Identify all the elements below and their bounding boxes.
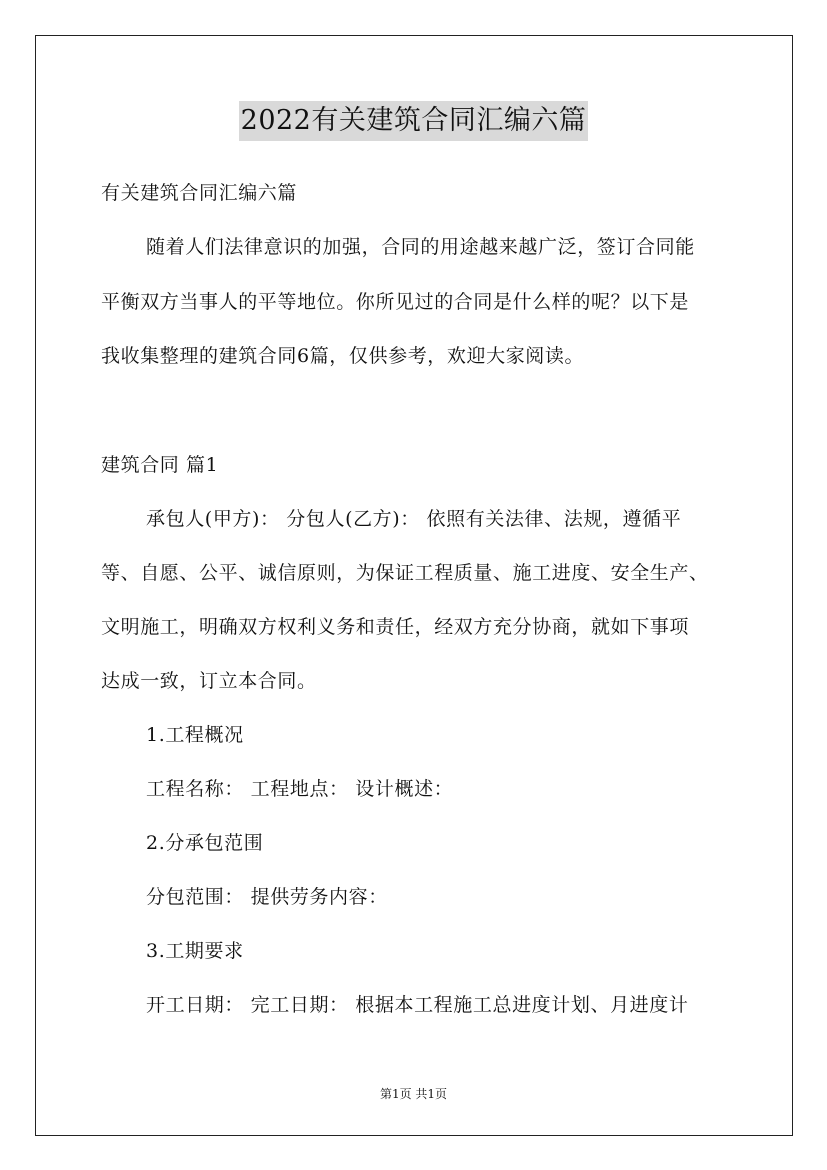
intro-line-2: 平衡双方当事人的平等地位。你所见过的合同是什么样的呢？以下是 <box>101 291 690 313</box>
item-line-2: 工程名称： 工程地点： 设计概述： <box>146 778 454 800</box>
contract-line-2: 等、自愿、公平、诚信原则，为保证工程质量、施工进度、安全生产、 <box>101 562 709 584</box>
title-container <box>0 101 827 141</box>
item-line-6: 开工日期： 完工日期： 根据本工程施工总进度计划、月进度计 <box>146 994 689 1016</box>
item-line-3: 2.分承包范围 <box>146 832 264 854</box>
subtitle: 有关建筑合同汇编六篇 <box>101 182 298 204</box>
intro-line-1: 随着人们法律意识的加强，合同的用途越来越广泛，签订合同能 <box>146 236 695 258</box>
contract-line-1: 承包人(甲方)： 分包人(乙方)： 依照有关法律、法规，遵循平 <box>146 508 682 530</box>
item-line-1: 1.工程概况 <box>146 724 244 746</box>
contract-line-3: 文明施工，明确双方权利义务和责任，经双方充分协商，就如下事项 <box>101 616 690 638</box>
page-footer: 第1页 共1页 <box>379 1087 448 1101</box>
document-title: 2022有关建筑合同汇编六篇 <box>239 101 589 141</box>
section-heading: 建筑合同 篇1 <box>101 454 219 476</box>
intro-line-3: 我收集整理的建筑合同6篇，仅供参考，欢迎大家阅读。 <box>101 345 585 367</box>
item-line-5: 3.工期要求 <box>146 940 244 962</box>
item-line-4: 分包范围： 提供劳务内容： <box>146 886 388 908</box>
contract-line-4: 达成一致，订立本合同。 <box>101 670 317 692</box>
